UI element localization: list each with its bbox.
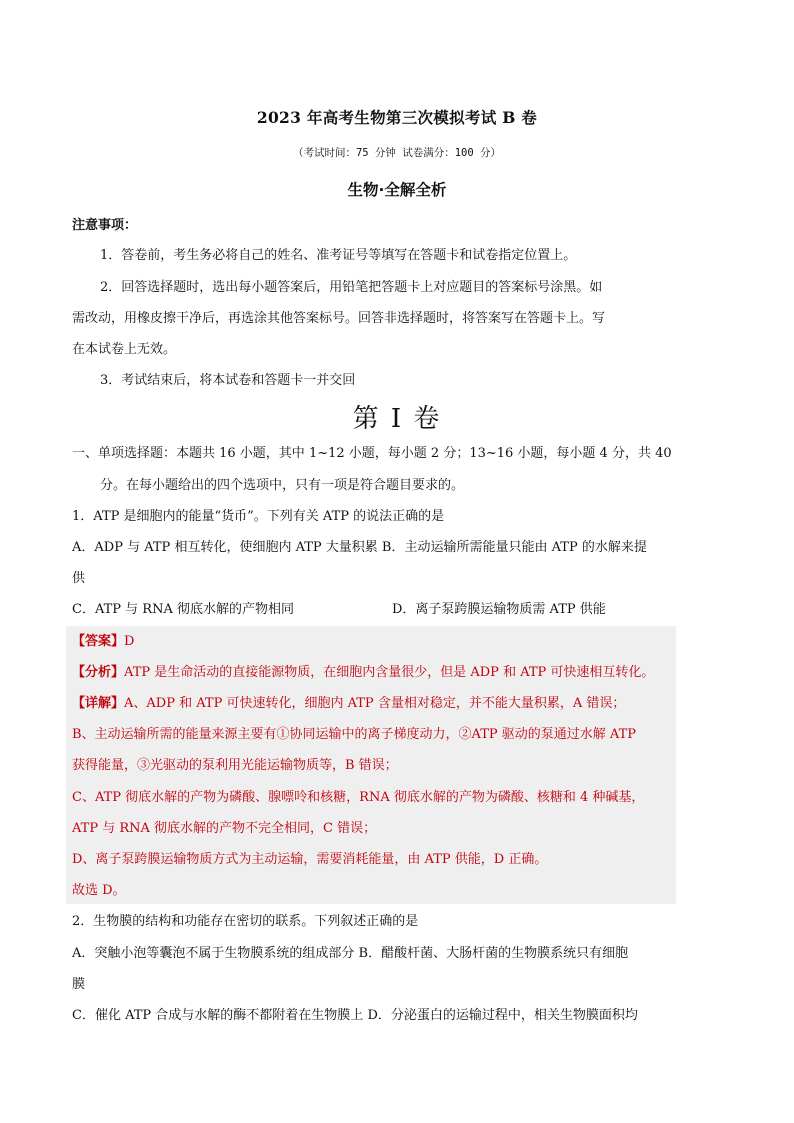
analysis-tag: 【分析】 [72, 665, 125, 680]
volume-title: 第 I 卷 [352, 404, 442, 434]
notice-item-2-line-1: 2．回答选择题时，选出每小题答案后，用铅笔把答题卡上对应题目的答案标号涂黑。如 [100, 280, 603, 295]
question-2-options-a-b: A．突触小泡等囊泡不属于生物膜系统的组成部分 B．醋酸杆菌、大肠杆菌的生物膜系统只有细胞 [72, 946, 629, 961]
document-subtitle: 生物·全解全析 [347, 181, 447, 199]
detail-text-1: A、ADP 和 ATP 可快速转化，细胞内 ATP 含量相对稳定，并不能大量积累，A 错误； [124, 696, 626, 711]
question-1-option-c: C．ATP 与 RNA 彻底水解的产物相同 [72, 602, 294, 617]
question-1-stem: 1．ATP 是细胞内的能量“货币”。下列有关 ATP 的说法正确的是 [72, 509, 445, 524]
question-1-option-d: D．离子泵跨膜运输物质需 ATP 供能 [392, 602, 606, 617]
detail-line-4: C、ATP 彻底水解的产物为磷酸、腺嘌呤和核糖，RNA 彻底水解的产物为磷酸、核糖和 4 种碱基， [72, 790, 645, 805]
detail-line-6: D、离子泵跨膜运输物质方式为主动运输，需要消耗能量，由 ATP 供能，D 正确。 [72, 852, 548, 867]
answer-line [72, 633, 134, 651]
analysis-text: ATP 是生命活动的直接能源物质，在细胞内含量很少，但是 ADP 和 ATP 可快速相互转化。 [124, 665, 655, 680]
exam-info: （考试时间：75 分钟 试卷满分：100 分） [292, 147, 502, 159]
detail-tag: 【详解】 [72, 696, 125, 711]
section-instructions-line-1: 一、单项选择题：本题共 16 小题，其中 1~12 小题，每小题 2 分；13~16 小题，每小题 4 分，共 40 [72, 446, 672, 461]
answer-value: D [124, 634, 135, 649]
question-2-stem: 2．生物膜的结构和功能存在密切的联系。下列叙述正确的是 [72, 914, 419, 929]
question-1-options-a-b-wrap: 供 [72, 571, 86, 586]
notice-item-1: 1．答卷前，考生务必将自己的姓名、准考证号等填写在答题卡和试卷指定位置上。 [100, 248, 577, 263]
notice-item-3: 3．考试结束后，将本试卷和答题卡一并交回 [100, 373, 356, 388]
detail-line-7: 故选 D。 [72, 883, 126, 898]
notice-item-2-line-2: 需改动，用橡皮擦干净后，再选涂其他答案标号。回答非选择题时，将答案写在答题卡上。写 [72, 311, 606, 326]
question-2-options-a-b-wrap: 膜 [72, 977, 86, 992]
detail-line-3: 获得能量，③光驱动的泵利用光能运输物质等，B 错误； [72, 758, 398, 773]
notice-heading: 注意事项： [72, 218, 138, 233]
detail-line-5: ATP 与 RNA 彻底水解的产物不完全相同，C 错误； [72, 821, 377, 836]
analysis-line [72, 664, 654, 682]
question-1-options-a-b: A．ADP 与 ATP 相互转化，使细胞内 ATP 大量积累 B．主动运输所需能量只能由 ATP 的水解来提 [72, 540, 647, 555]
detail-line-2: B、主动运输所需的能量来源主要有①协同运输中的离子梯度动力，②ATP 驱动的泵通过水解 ATP [72, 727, 637, 742]
notice-item-2-line-3: 在本试卷上无效。 [72, 342, 177, 357]
section-instructions-line-2: 分。在每小题给出的四个选项中，只有一项是符合题目要求的。 [100, 478, 465, 493]
question-2-options-c-d: C．催化 ATP 合成与水解的酶不都附着在生物膜上 D．分泌蛋白的运输过程中，相关生物膜面积均 [72, 1008, 638, 1023]
answer-tag: 【答案】 [72, 634, 125, 649]
detail-line-1 [72, 695, 625, 713]
exam-title: 2023 年高考生物第三次模拟考试 B 卷 [256, 108, 538, 127]
